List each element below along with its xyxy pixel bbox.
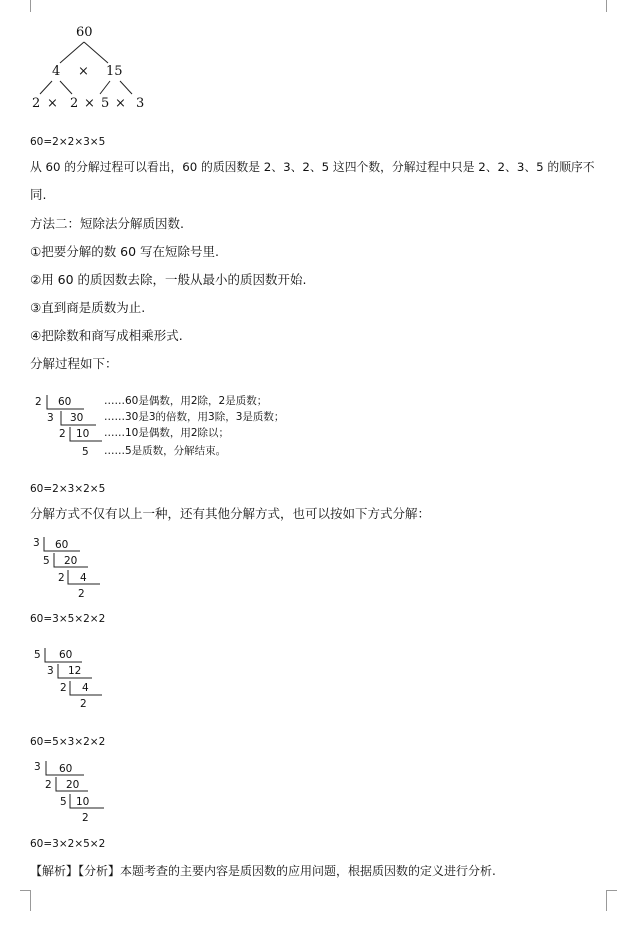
tree-times: × xyxy=(78,64,89,79)
div4-dividend: 10 xyxy=(76,796,90,808)
div3-dividend: 4 xyxy=(82,682,89,694)
analysis-note: 【解析】【分析】本题考查的主要内容是质因数的应用问题，根据质因数的定义进行分析. xyxy=(30,864,496,878)
step-1: ①把要分解的数 60 写在短除号里. xyxy=(30,244,220,259)
tree-times: × xyxy=(84,96,95,111)
div2-dividend: 20 xyxy=(64,555,78,567)
corner-mark-bottom-left xyxy=(20,890,31,911)
tree-leaf: 2 xyxy=(70,96,79,111)
corner-mark-top-right xyxy=(606,0,617,12)
div2-dividend: 60 xyxy=(55,539,69,551)
div4-quotient: 2 xyxy=(82,812,89,824)
tree-branch xyxy=(84,42,108,63)
div1-note: ……30是3的倍数，用3除，3是质数； xyxy=(104,411,285,423)
div1-divisor: 2 xyxy=(35,396,42,408)
corner-mark-top-left xyxy=(20,0,31,12)
div2-dividend: 4 xyxy=(80,572,87,584)
div4-dividend: 20 xyxy=(66,779,80,791)
div3-dividend: 60 xyxy=(59,649,73,661)
div4-divisor: 5 xyxy=(60,796,67,808)
corner-mark-bottom-right xyxy=(606,890,617,911)
div1-divisor: 3 xyxy=(47,412,54,424)
process-label: 分解过程如下： xyxy=(30,356,118,371)
div4-divisor: 3 xyxy=(34,761,41,773)
tree-branch xyxy=(60,81,72,94)
tree-leaf: 3 xyxy=(136,96,145,111)
div2-divisor: 2 xyxy=(58,572,65,584)
tree-branch xyxy=(120,81,132,94)
div3-divisor: 2 xyxy=(60,682,67,694)
div3-divisor: 5 xyxy=(34,649,41,661)
div1-dividend: 30 xyxy=(70,412,84,424)
equation-4: 60=5×3×2×2 xyxy=(30,736,106,748)
div1-note: ……60是偶数，用2除，2是质数； xyxy=(104,395,268,407)
equation-1: 60=2×2×3×5 xyxy=(30,136,106,148)
div2-quotient: 2 xyxy=(78,588,85,600)
paragraph-analysis: 从 60 的分解过程可以看出，60 的质因数是 2、3、2、5 这四个数，分解过程中只是 2、2、3、5 的顺序不 xyxy=(30,160,595,174)
tree-times: × xyxy=(115,96,126,111)
div4-dividend: 60 xyxy=(59,763,73,775)
equation-2: 60=2×3×2×5 xyxy=(30,483,106,495)
paragraph-other-methods: 分解方式不仅有以上一种，还有其他分解方式，也可以按如下方式分解： xyxy=(30,506,431,521)
tree-branch xyxy=(60,42,84,63)
div1-note: ……5是质数，分解结束。 xyxy=(104,445,227,457)
step-2: ②用 60 的质因数去除，一般从最小的质因数开始. xyxy=(30,272,307,287)
method2-title: 方法二：短除法分解质因数. xyxy=(30,216,184,231)
equation-3: 60=3×5×2×2 xyxy=(30,613,106,625)
tree-branch xyxy=(40,81,52,94)
div1-note: ……10是偶数，用2除以； xyxy=(104,427,230,439)
tree-node-15: 15 xyxy=(106,64,123,79)
div1-dividend: 60 xyxy=(58,396,72,408)
tree-branch xyxy=(100,81,110,94)
div1-dividend: 10 xyxy=(76,428,90,440)
tree-root: 60 xyxy=(76,25,93,40)
div1-quotient: 5 xyxy=(82,446,89,458)
div3-divisor: 3 xyxy=(47,665,54,677)
div4-divisor: 2 xyxy=(45,779,52,791)
div2-divisor: 5 xyxy=(43,555,50,567)
step-3: ③直到商是质数为止. xyxy=(30,300,146,315)
equation-5: 60=3×2×5×2 xyxy=(30,838,106,850)
div2-divisor: 3 xyxy=(33,537,40,549)
div3-quotient: 2 xyxy=(80,698,87,710)
tree-times: × xyxy=(47,96,58,111)
step-4: ④把除数和商写成相乘形式. xyxy=(30,328,183,343)
div3-dividend: 12 xyxy=(68,665,82,677)
paragraph-analysis-cont: 同. xyxy=(30,187,47,202)
tree-leaf: 5 xyxy=(101,96,110,111)
div1-divisor: 2 xyxy=(59,428,66,440)
tree-node-4: 4 xyxy=(52,64,61,79)
tree-leaf: 2 xyxy=(32,96,41,111)
